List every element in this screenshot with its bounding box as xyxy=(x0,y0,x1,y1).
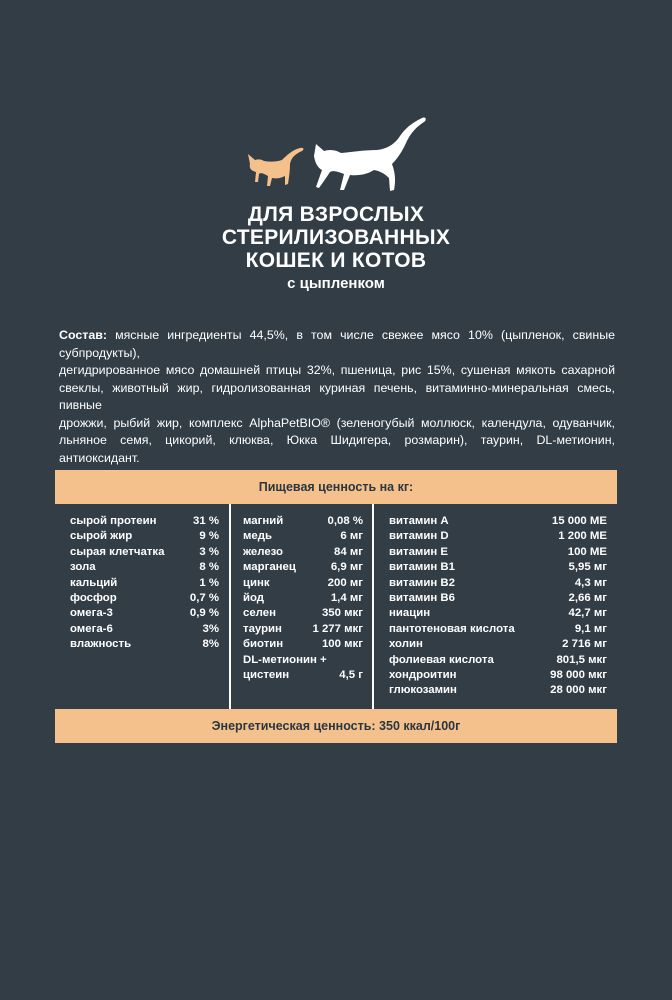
nutrient-name: сырой жир xyxy=(70,530,133,543)
nutrient-value: 2,66 мг xyxy=(568,592,607,605)
nutrient-name: йод xyxy=(243,592,265,605)
composition-line-1: мясные ингредиенты 44,5%, в том числе свежее мясо 10% (цыпленок, свиные субпродукты), xyxy=(59,328,615,360)
nutrient-name: пантотеновая кислота xyxy=(389,622,515,635)
nutrition-column-minerals xyxy=(229,504,372,709)
nutrient-name: фолиевая кислота xyxy=(389,653,494,666)
nutrient-row xyxy=(389,560,607,575)
nutrient-name: магний xyxy=(243,515,284,527)
nutrient-name: фосфор xyxy=(70,592,117,605)
composition-line-2: дегидрированное мясо домашней птицы 32%, пшеница, рис 15%, сушеная мякоть сахарной xyxy=(59,363,615,377)
nutrient-value: 4,3 мг xyxy=(574,576,607,589)
nutrient-row xyxy=(389,529,607,544)
composition-line-3: свеклы, животный жир, гидролизованная куриная печень, витаминно-минеральная смесь, пивные xyxy=(59,380,615,412)
nutrition-column-vitamins xyxy=(372,504,617,709)
nutrient-row xyxy=(389,545,607,560)
nutrition-header: Пищевая ценность на кг: xyxy=(55,470,617,504)
nutrient-value: 5,95 мг xyxy=(568,561,607,574)
nutrient-row xyxy=(389,668,607,683)
nutrient-row xyxy=(70,560,219,575)
nutrient-row xyxy=(389,606,607,621)
nutrient-row xyxy=(243,637,363,652)
nutrient-row xyxy=(389,514,607,529)
title-line-1: ДЛЯ ВЗРОСЛЫХ xyxy=(247,203,425,226)
nutrient-value: 350 мкг xyxy=(321,607,363,620)
nutrient-row xyxy=(70,514,219,529)
cats-icon xyxy=(244,114,430,194)
nutrient-name: влажность xyxy=(70,638,132,651)
nutrient-value: 1 % xyxy=(199,576,219,589)
nutrient-name: цистеин xyxy=(243,669,290,682)
nutrient-row xyxy=(389,622,607,637)
nutrient-name: селен xyxy=(243,607,276,620)
title-line-3: КОШЕК И КОТОВ xyxy=(245,249,427,272)
nutrient-value: 98 000 мкг xyxy=(550,669,607,682)
nutrient-row xyxy=(70,529,219,544)
nutrient-value: 100 МЕ xyxy=(567,545,607,558)
nutrient-value: 84 мг xyxy=(333,545,363,558)
nutrient-name: хондроитин xyxy=(389,669,457,682)
nutrient-row xyxy=(70,622,219,637)
product-title xyxy=(0,203,672,272)
nutrient-name: сырая клетчатка xyxy=(70,545,165,558)
nutrient-row xyxy=(243,622,363,637)
nutrition-table xyxy=(55,504,617,709)
nutrient-row xyxy=(243,591,363,606)
nutrient-name: витамин B1 xyxy=(389,561,455,574)
nutrient-value: 9,1 мг xyxy=(574,622,607,635)
nutrient-value: 28 000 мкг xyxy=(550,684,607,697)
product-subtitle: с цыпленком xyxy=(287,275,385,292)
nutrition-column-basic xyxy=(55,504,229,709)
nutrient-row xyxy=(243,653,363,668)
nutrient-value: 0,9 % xyxy=(189,607,219,620)
nutrient-value: 0,7 % xyxy=(189,592,219,605)
nutrient-value: 4,5 г xyxy=(339,669,363,682)
nutrient-name: витамин B2 xyxy=(389,576,455,589)
energy-value: Энергетическая ценность: 350 ккал/100г xyxy=(55,709,617,743)
nutrient-row xyxy=(243,529,363,544)
nutrient-name: биотин xyxy=(243,638,284,651)
nutrient-value: 9 % xyxy=(199,530,219,543)
nutrient-value: 801,5 мкг xyxy=(556,653,607,666)
nutrient-name: витамин E xyxy=(389,545,448,558)
nutrient-value: 6,9 мг xyxy=(330,561,363,574)
nutrient-value: 8 % xyxy=(199,561,219,574)
composition-text xyxy=(59,327,615,467)
nutrient-name: кальций xyxy=(70,576,118,589)
nutrient-row xyxy=(389,576,607,591)
composition-line-4: дрожжи, рыбий жир, комплекс AlphaPetBIO® (зеленогубый моллюск, календула, одуванчик, xyxy=(59,415,615,430)
nutrient-row xyxy=(70,637,219,652)
nutrient-name: железо xyxy=(243,545,284,558)
nutrient-name: витамин B6 xyxy=(389,592,455,605)
nutrient-value: 3% xyxy=(202,622,219,635)
nutrient-name: ниацин xyxy=(389,607,431,620)
nutrient-value: 1,4 мг xyxy=(330,592,363,605)
nutrient-name: омега-6 xyxy=(70,622,113,635)
nutrient-name: сырой протеин xyxy=(70,515,157,527)
nutrient-row xyxy=(389,653,607,668)
nutrient-value: 8% xyxy=(202,638,219,651)
composition-line-5: льняное семя, цикорий, клюква, Юкка Шидигера, розмарин), таурин, DL-метионин, антиоксидант. xyxy=(59,433,615,465)
nutrient-value: 100 мкг xyxy=(321,638,363,651)
nutrient-row xyxy=(389,637,607,652)
nutrient-row xyxy=(243,668,363,683)
nutrient-value: 200 мг xyxy=(327,576,363,589)
nutrient-value: 0,08 % xyxy=(327,515,363,527)
nutrient-value: 1 200 МЕ xyxy=(558,530,607,543)
nutrient-name: омега-3 xyxy=(70,607,113,620)
nutrient-name: медь xyxy=(243,530,272,543)
nutrient-value: 42,7 мг xyxy=(568,607,607,620)
nutrient-row xyxy=(70,545,219,560)
nutrient-name: DL-метионин + xyxy=(243,653,327,666)
nutrient-name: витамин A xyxy=(389,515,449,527)
nutrient-row xyxy=(389,591,607,606)
nutrient-value: 6 мг xyxy=(340,530,363,543)
nutrient-value: 1 277 мкг xyxy=(312,622,363,635)
nutrient-row xyxy=(70,591,219,606)
nutrient-row xyxy=(243,576,363,591)
nutrient-name: зола xyxy=(70,561,96,574)
nutrient-row xyxy=(70,576,219,591)
nutrient-value: 3 % xyxy=(199,545,219,558)
nutrient-name: цинк xyxy=(243,576,270,589)
nutrient-row xyxy=(389,683,607,698)
nutrient-row xyxy=(243,606,363,621)
nutrient-value: 15 000 МЕ xyxy=(551,515,607,527)
nutrient-row xyxy=(243,514,363,529)
nutrient-row xyxy=(70,606,219,621)
nutrient-row xyxy=(243,560,363,575)
composition-label: Состав: xyxy=(59,328,107,342)
nutrient-name: витамин D xyxy=(389,530,449,543)
nutrient-value: 2 716 мг xyxy=(562,638,607,651)
nutrient-name: глюкозамин xyxy=(389,684,457,697)
nutrient-name: таурин xyxy=(243,622,282,635)
nutrient-name: марганец xyxy=(243,561,296,574)
title-line-2: СТЕРИЛИЗОВАННЫХ xyxy=(221,226,451,249)
nutrient-value: 31 % xyxy=(193,515,219,527)
nutrient-row xyxy=(243,545,363,560)
nutrient-name: холин xyxy=(389,638,423,651)
